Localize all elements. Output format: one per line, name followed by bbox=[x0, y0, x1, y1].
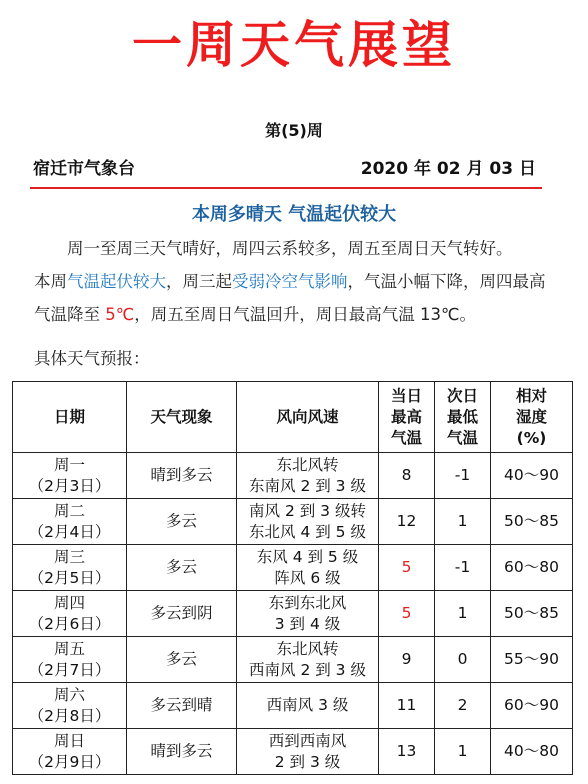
cell-weather: 晴到多云 bbox=[127, 453, 237, 499]
wind-line: 南风 2 到 3 级转 bbox=[249, 501, 366, 520]
cell-humidity: 60～90 bbox=[491, 683, 573, 729]
cell-humidity: 50～85 bbox=[491, 591, 573, 637]
cell-date bbox=[13, 729, 127, 775]
day-name: 周二 bbox=[53, 501, 85, 520]
cell-weather: 多云到阴 bbox=[127, 591, 237, 637]
wind-line: 西南风 2 到 3 级 bbox=[249, 660, 366, 679]
col-header-weather: 天气现象 bbox=[127, 382, 237, 453]
cell-weather: 多云 bbox=[127, 545, 237, 591]
header-line: 相对 bbox=[515, 386, 547, 405]
text-segment: ，周五至周日气温回升，周日最高气温 13℃。 bbox=[134, 305, 477, 324]
issue-date: 2020 年 02 月 03 日 bbox=[360, 159, 536, 179]
headline: 本周多晴天 气温起伏较大 bbox=[191, 204, 397, 225]
cell-humidity: 50～85 bbox=[491, 499, 573, 545]
col-header-wind: 风向风速 bbox=[237, 382, 379, 453]
text-segment: 本周 bbox=[34, 272, 67, 291]
col-header-humidity bbox=[491, 382, 573, 453]
cell-wind bbox=[237, 499, 379, 545]
cell-weather: 多云 bbox=[127, 637, 237, 683]
wind-line: 西南风 3 级 bbox=[266, 696, 349, 714]
cell-humidity: 55～90 bbox=[491, 637, 573, 683]
day-date: （2月3日） bbox=[28, 476, 111, 495]
header-line: 当日 bbox=[390, 386, 422, 405]
summary-paragraph-2 bbox=[34, 265, 554, 331]
day-date: （2月9日） bbox=[28, 752, 111, 771]
cell-wind bbox=[237, 545, 379, 591]
cell-tmin: 0 bbox=[435, 637, 491, 683]
wind-line: 东北风 4 到 5 级 bbox=[249, 522, 366, 541]
header-line: 最高 bbox=[390, 407, 422, 426]
cell-date bbox=[13, 545, 127, 591]
wind-line: 东到东北风 bbox=[268, 593, 347, 612]
cell-weather: 多云 bbox=[127, 499, 237, 545]
wind-line: 西到西南风 bbox=[268, 731, 347, 750]
cell-tmax: 13 bbox=[379, 729, 435, 775]
cell-date bbox=[13, 453, 127, 499]
cell-weather: 多云到晴 bbox=[127, 683, 237, 729]
day-date: （2月6日） bbox=[28, 614, 111, 633]
week-number: 第(5)周 bbox=[265, 121, 323, 140]
cell-tmax: 12 bbox=[379, 499, 435, 545]
forecast-table bbox=[12, 381, 573, 775]
cell-tmax: 5 bbox=[379, 545, 435, 591]
text-segment: ，气温小幅下降，周四最高气温降至 bbox=[34, 272, 546, 324]
header-line: 气温 bbox=[446, 428, 478, 447]
table-header-row bbox=[13, 382, 573, 453]
wind-line: 东北风转 bbox=[276, 639, 339, 658]
cell-tmin: -1 bbox=[435, 453, 491, 499]
cell-tmin: 1 bbox=[435, 591, 491, 637]
table-row bbox=[13, 545, 573, 591]
cell-tmin: 1 bbox=[435, 729, 491, 775]
table-row bbox=[13, 591, 573, 637]
cell-date bbox=[13, 637, 127, 683]
wind-line: 东风 4 到 5 级 bbox=[256, 547, 359, 566]
day-name: 周六 bbox=[53, 685, 85, 704]
cell-humidity: 40～90 bbox=[491, 453, 573, 499]
cell-wind bbox=[237, 453, 379, 499]
header-line: 次日 bbox=[446, 386, 478, 405]
cell-wind bbox=[237, 729, 379, 775]
cell-date bbox=[13, 683, 127, 729]
cell-wind bbox=[237, 637, 379, 683]
highlight-temperature-fluctuation: 气温起伏较大 bbox=[67, 272, 166, 291]
wind-line: 2 到 3 级 bbox=[274, 752, 341, 771]
cell-tmin: 1 bbox=[435, 499, 491, 545]
col-header-tmin bbox=[435, 382, 491, 453]
cell-weather: 晴到多云 bbox=[127, 729, 237, 775]
forecast-intro: 具体天气预报： bbox=[34, 349, 150, 368]
day-name: 周四 bbox=[53, 593, 85, 612]
day-date: （2月7日） bbox=[28, 660, 111, 679]
col-header-date: 日期 bbox=[13, 382, 127, 453]
cell-wind bbox=[237, 683, 379, 729]
header-line: 气温 bbox=[390, 428, 422, 447]
wind-line: 东南风 2 到 3 级 bbox=[249, 476, 366, 495]
cell-humidity: 40～80 bbox=[491, 729, 573, 775]
cell-wind bbox=[237, 591, 379, 637]
day-name: 周日 bbox=[53, 731, 85, 750]
table-row bbox=[13, 637, 573, 683]
cell-tmin: 2 bbox=[435, 683, 491, 729]
issuer-name: 宿迁市气象台 bbox=[33, 159, 135, 179]
page-title: 一周天气展望 bbox=[132, 16, 456, 74]
header-line: 最低 bbox=[446, 407, 478, 426]
header-line: 湿度 bbox=[515, 407, 547, 426]
wind-line: 3 到 4 级 bbox=[274, 614, 341, 633]
table-row bbox=[13, 729, 573, 775]
day-name: 周一 bbox=[53, 455, 85, 474]
header-line: (%) bbox=[516, 428, 547, 447]
day-name: 周三 bbox=[53, 547, 85, 566]
text-segment: ，周三起 bbox=[166, 272, 232, 291]
day-date: （2月4日） bbox=[28, 522, 111, 541]
table-row bbox=[13, 453, 573, 499]
cell-tmin: -1 bbox=[435, 545, 491, 591]
cell-tmax: 9 bbox=[379, 637, 435, 683]
cell-humidity: 60～80 bbox=[491, 545, 573, 591]
table-row bbox=[13, 499, 573, 545]
col-header-tmax bbox=[379, 382, 435, 453]
wind-line: 东北风转 bbox=[276, 455, 339, 474]
summary-paragraph-1: 周一至周三天气晴好，周四云系较多，周五至周日天气转好。 bbox=[67, 239, 513, 258]
cell-tmax: 5 bbox=[379, 591, 435, 637]
wind-line: 阵风 6 级 bbox=[274, 568, 341, 587]
highlight-cold-air: 受弱冷空气影响 bbox=[232, 272, 348, 291]
day-name: 周五 bbox=[53, 639, 85, 658]
cell-date bbox=[13, 499, 127, 545]
day-date: （2月5日） bbox=[28, 568, 111, 587]
cell-tmax: 8 bbox=[379, 453, 435, 499]
cell-tmax: 11 bbox=[379, 683, 435, 729]
highlight-min-high-temp: 5℃ bbox=[105, 305, 135, 324]
day-date: （2月8日） bbox=[28, 706, 111, 725]
header-divider bbox=[30, 187, 542, 189]
table-row bbox=[13, 683, 573, 729]
cell-date bbox=[13, 591, 127, 637]
